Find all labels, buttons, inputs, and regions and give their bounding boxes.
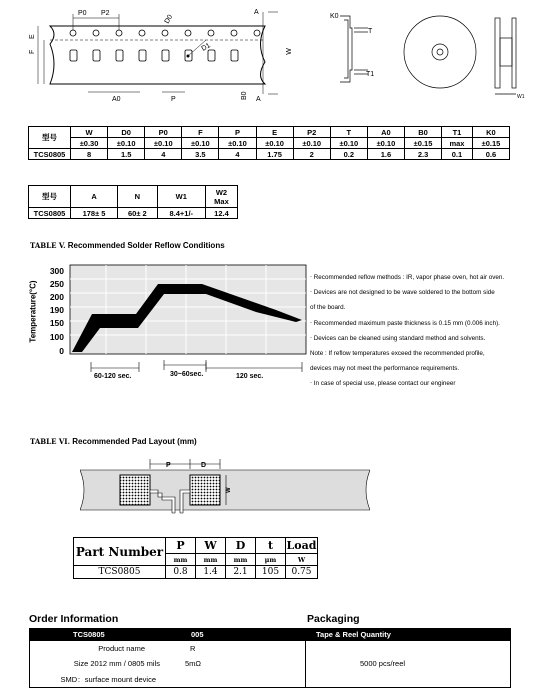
- header-cell: W: [196, 538, 226, 554]
- label-t1: T1: [366, 71, 375, 78]
- value-cell: 12.4: [205, 208, 237, 219]
- label-e: E: [29, 34, 36, 39]
- ytick: 150: [49, 318, 64, 328]
- tolerance-cell: max: [442, 138, 473, 149]
- label-b0: B0: [241, 91, 248, 100]
- note-line: ‧ Recommended reflow methods : IR, vapor phase oven, hot air oven.: [310, 274, 505, 281]
- unit-cell: μm: [256, 554, 286, 566]
- tolerance-cell: ±0.10: [108, 138, 145, 149]
- note-line: Note : If reflow temperatures exceed the recommended profile,: [310, 350, 485, 358]
- reflow-span-1: 60-120 sec.: [94, 373, 132, 380]
- reflow-notes: [310, 270, 538, 392]
- reflow-title: Recommended Solder Reflow Conditions: [67, 241, 225, 250]
- part-cell: TCS0805: [29, 208, 71, 219]
- pad-section-title: [30, 437, 197, 446]
- tolerance-cell: ±0.10: [145, 138, 182, 149]
- tolerance-cell: ±0.10: [367, 138, 404, 149]
- value-cell: 0.1: [442, 149, 473, 160]
- note-line: ‧ In case of special use, please contact our engineer: [310, 380, 456, 388]
- ytick: 250: [49, 279, 64, 289]
- unit-cell: mm: [166, 554, 196, 566]
- header-cell: N: [118, 186, 158, 208]
- label-w: W: [285, 48, 293, 55]
- value-cell: 1.75: [256, 149, 293, 160]
- order-row-value: R: [190, 644, 196, 653]
- ytick: 190: [49, 305, 64, 315]
- reflow-span-2: 30~60sec.: [170, 371, 204, 378]
- tape-drawing: [28, 4, 278, 104]
- pad-table-tag: TABLE VI.: [30, 437, 71, 446]
- label-a-top: A: [254, 9, 259, 16]
- header-cell: E: [256, 127, 293, 138]
- order-bar-quantity: Tape & Reel Quantity: [316, 630, 391, 639]
- tolerance-cell: ±0.10: [219, 138, 256, 149]
- header-cell: T: [330, 127, 367, 138]
- row-label: 型号: [29, 186, 71, 208]
- ytick: 300: [49, 266, 64, 276]
- pad-layout-drawing: [80, 455, 370, 525]
- value-cell: 0.8: [166, 566, 196, 579]
- header-cell: t: [256, 538, 286, 554]
- packaging-title: Packaging: [307, 613, 360, 625]
- order-bar-part: TCS0805: [73, 630, 105, 639]
- order-row-value: 5mΩ: [185, 659, 202, 668]
- label-w1: W1: [517, 94, 525, 100]
- tolerance-cell: ±0.10: [330, 138, 367, 149]
- tape-spec-table: [28, 126, 510, 160]
- header-cell: B0: [404, 127, 441, 138]
- value-cell: 2: [293, 149, 330, 160]
- tolerance-cell: ±0.15: [404, 138, 441, 149]
- label-a0: A0: [112, 96, 121, 103]
- label-t: T: [368, 28, 373, 35]
- row-label: 型号: [29, 127, 71, 149]
- value-cell: 1.6: [367, 149, 404, 160]
- header-cell: F: [182, 127, 219, 138]
- pad-dim-w: W: [226, 487, 232, 493]
- note-line: ‧ Recommended maximum paste thickness is 0.15 mm (0.006 inch).: [310, 319, 500, 327]
- order-bar-code: 005: [191, 630, 204, 639]
- reflow-table-tag: TABLE V.: [30, 241, 66, 250]
- tape-cross-section: [328, 8, 383, 93]
- header-cell: A: [71, 186, 118, 208]
- header-cell: K0: [472, 127, 509, 138]
- reflow-section-title: [30, 241, 225, 250]
- value-cell: 3.5: [182, 149, 219, 160]
- value-cell: 4: [145, 149, 182, 160]
- table-row: [74, 566, 318, 579]
- value-cell: 60± 2: [118, 208, 158, 219]
- label-p: P: [171, 96, 176, 103]
- order-info-grid: [29, 641, 511, 688]
- value-cell: 8: [71, 149, 108, 160]
- value-cell: 2.3: [404, 149, 441, 160]
- label-d1: D1: [200, 42, 212, 53]
- header-cell: W2 Max: [205, 186, 237, 208]
- header-cell: Load: [286, 539, 317, 552]
- header-cell: D: [226, 538, 256, 554]
- ytick: 0: [59, 346, 64, 356]
- note-line: of the board.: [310, 304, 346, 312]
- reel-spec-table: [28, 185, 238, 219]
- label-k0: K0: [330, 13, 339, 20]
- tolerance-cell: ±0.10: [182, 138, 219, 149]
- value-cell: 0.75: [286, 566, 318, 579]
- table-row: [29, 208, 238, 219]
- tolerance-cell: ±0.30: [71, 138, 108, 149]
- reflow-span-3: 120 sec.: [236, 373, 264, 380]
- header-cell: P2: [293, 127, 330, 138]
- table-row: [29, 127, 510, 138]
- part-cell: TCS0805: [74, 566, 166, 579]
- pad-dim-d: D: [201, 462, 207, 469]
- header-cell: P: [219, 127, 256, 138]
- value-cell: 1.5: [108, 149, 145, 160]
- tolerance-cell: ±0.15: [472, 138, 509, 149]
- value-cell: 178± 5: [71, 208, 118, 219]
- ytick: 100: [49, 332, 64, 342]
- reflow-ylabel: Temperature(°C): [28, 280, 38, 343]
- unit-cell: mm: [226, 554, 256, 566]
- header-cell: W1: [157, 186, 205, 208]
- header-cell: T1: [442, 127, 473, 138]
- value-cell: 4: [219, 149, 256, 160]
- tolerance-cell: ±0.10: [293, 138, 330, 149]
- value-cell: 105: [256, 566, 286, 579]
- note-line: devices may not meet the performance requirements.: [310, 365, 460, 373]
- value-cell: 0.2: [330, 149, 367, 160]
- value-cell: 1.4: [196, 566, 226, 579]
- part-cell: TCS0805: [29, 149, 71, 160]
- order-row-label: Size 2012 mm / 0805 mils: [73, 659, 160, 668]
- note-line: ‧ Devices are not designed to be wave soldered to the bottom side: [310, 289, 495, 297]
- note-line: ‧ Devices can be cleaned using standard method and solvents.: [310, 334, 486, 342]
- header-cell: A0: [367, 127, 404, 138]
- ytick: 200: [49, 292, 64, 302]
- unit-cell: mm: [196, 554, 226, 566]
- header-cell: W: [71, 127, 108, 138]
- header-cell: P: [166, 538, 196, 554]
- table-row: [29, 138, 510, 149]
- table-row: [74, 538, 318, 554]
- order-information-title: Order Information: [29, 613, 119, 625]
- table-row: [29, 149, 510, 160]
- order-row-label: SMD：surface mount device: [60, 675, 156, 684]
- order-quantity: 5000 pcs/reel: [360, 659, 406, 668]
- value-cell: 2.1: [226, 566, 256, 579]
- label-a-bottom: A: [256, 96, 261, 103]
- unit-cell: W: [286, 554, 318, 566]
- header-cell: P0: [145, 127, 182, 138]
- header-cell: D0: [108, 127, 145, 138]
- value-cell: 8.4+1/-: [157, 208, 205, 219]
- label-p0: P0: [78, 10, 87, 17]
- order-row-label: Product name: [98, 644, 145, 653]
- value-cell: 0.6: [472, 149, 509, 160]
- part-number-header: Part Number: [74, 538, 166, 566]
- tolerance-cell: ±0.10: [256, 138, 293, 149]
- table-row: [29, 186, 238, 208]
- pad-dimension-table: [73, 537, 318, 579]
- order-header-bar: [29, 628, 511, 641]
- label-f: F: [29, 49, 36, 54]
- reel-drawing: [400, 10, 530, 100]
- label-p2: P2: [101, 10, 110, 17]
- label-d0: D0: [163, 13, 175, 25]
- pad-dim-p: P: [166, 462, 171, 469]
- pad-title: Recommended Pad Layout (mm): [72, 437, 197, 446]
